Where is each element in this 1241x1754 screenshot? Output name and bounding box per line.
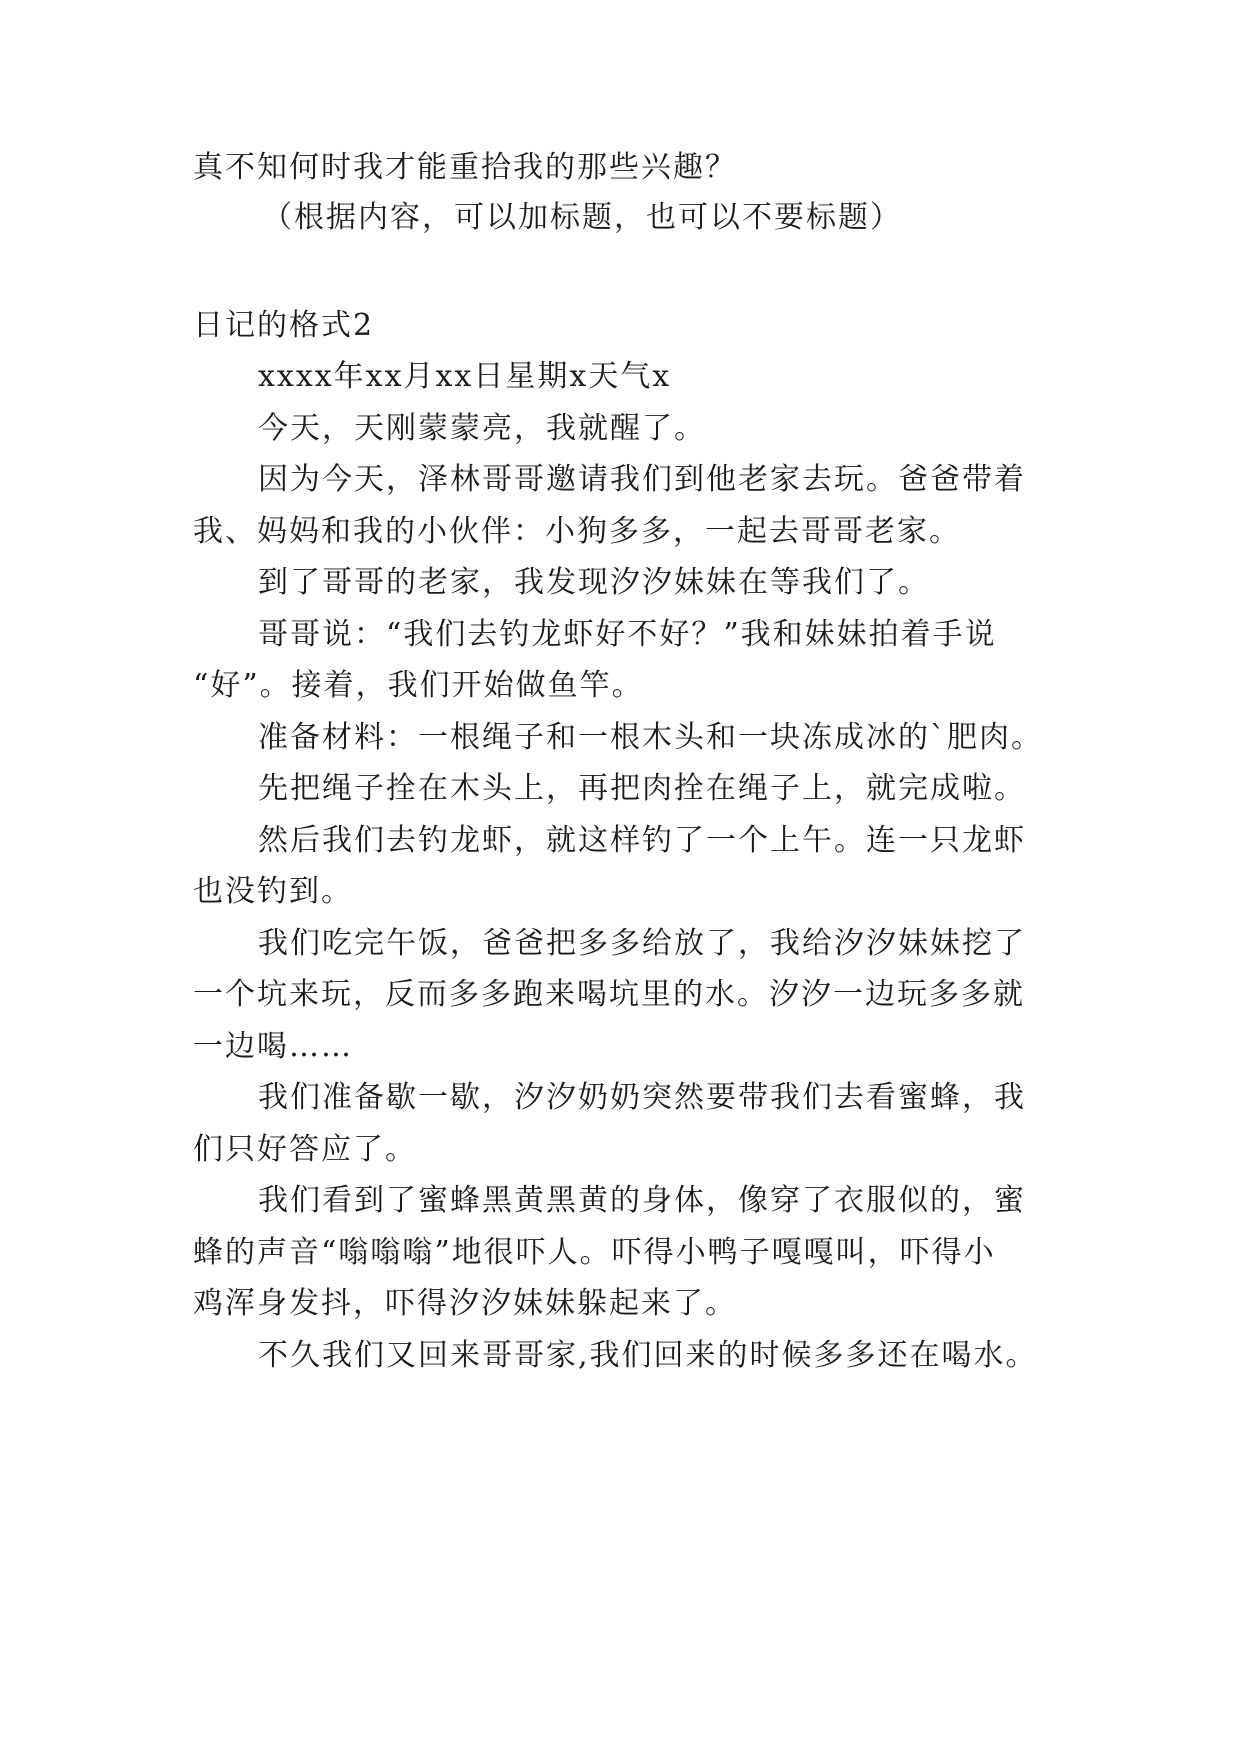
text-line: 我们准备歇一歇，汐汐奶奶突然要带我们去看蜜蜂，我 bbox=[258, 1080, 1026, 1115]
text-line: “好”。接着，我们开始做鱼竿。 bbox=[193, 668, 644, 703]
text-line: 不久我们又回来哥哥家,我们回来的时候多多还在喝水。 bbox=[258, 1338, 1038, 1373]
text-line: 们只好答应了。 bbox=[193, 1132, 417, 1167]
text-line: 准备材料：一根绳子和一根木头和一块冻成冰的`肥肉。 bbox=[258, 720, 1043, 755]
text-line: 今天，天刚蒙蒙亮，我就醒了。 bbox=[258, 411, 706, 446]
text-line: 我们看到了蜜蜂黑黄黑黄的身体，像穿了衣服似的，蜜 bbox=[258, 1183, 1026, 1218]
text-line: 鸡浑身发抖，吓得汐汐妹妹躲起来了。 bbox=[193, 1286, 737, 1321]
date-line: xxxx年xx月xx日星期x天气x bbox=[258, 359, 672, 394]
section-title: 日记的格式2 bbox=[193, 308, 375, 343]
text-line: 一边喝…… bbox=[193, 1029, 353, 1064]
text-line: 真不知何时我才能重拾我的那些兴趣？ bbox=[193, 150, 737, 185]
text-line: 也没钓到。 bbox=[193, 874, 353, 909]
text-line: 然后我们去钓龙虾，就这样钓了一个上午。连一只龙虾 bbox=[258, 823, 1026, 858]
note-line: （根据内容，可以加标题，也可以不要标题） bbox=[262, 200, 902, 235]
text-line: 一个坑来玩，反而多多跑来喝坑里的水。汐汐一边玩多多就 bbox=[193, 977, 1025, 1012]
text-line: 蜂的声音“嗡嗡嗡”地很吓人。吓得小鸭子嘎嘎叫，吓得小 bbox=[193, 1235, 996, 1270]
text-line: 因为今天，泽林哥哥邀请我们到他老家去玩。爸爸带着 bbox=[258, 462, 1026, 497]
text-line: 到了哥哥的老家，我发现汐汐妹妹在等我们了。 bbox=[258, 565, 930, 600]
text-line: 先把绳子拴在木头上，再把肉拴在绳子上，就完成啦。 bbox=[258, 771, 1026, 806]
text-line: 我、妈妈和我的小伙伴：小狗多多，一起去哥哥老家。 bbox=[193, 514, 961, 549]
text-line: 哥哥说：“我们去钓龙虾好不好？”我和妹妹拍着手说 bbox=[258, 617, 997, 652]
text-line: 我们吃完午饭，爸爸把多多给放了，我给汐汐妹妹挖了 bbox=[258, 926, 1026, 961]
